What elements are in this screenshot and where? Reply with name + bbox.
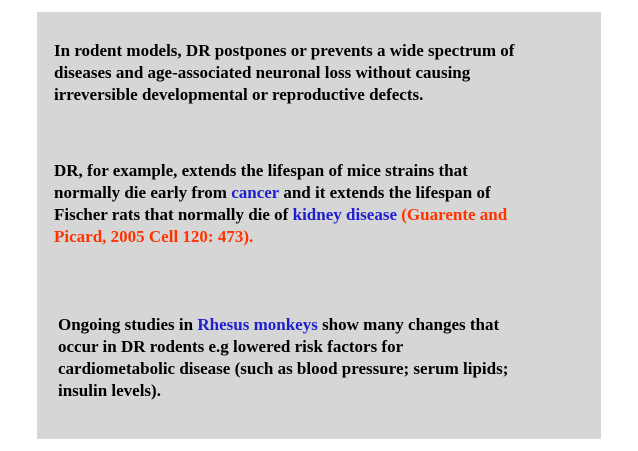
para2-line2-after: and it extends the lifespan of	[279, 183, 491, 202]
paragraph-rhesus-studies	[58, 314, 508, 402]
para3-line3: cardiometabolic disease (such as blood pressure; serum lipids;	[58, 359, 509, 378]
para3-line1	[58, 314, 508, 336]
paragraph-rodent-models	[54, 40, 514, 106]
para2-line1: DR, for example, extends the lifespan of mice strains that	[54, 161, 468, 180]
para2-line2-before: normally die early from	[54, 183, 232, 202]
para3-line1-before: Ongoing studies in	[58, 315, 198, 334]
para1-line1: In rodent models, DR postpones or prevents a wide spectrum of	[54, 41, 515, 60]
para2-line3-before: Fischer rats that normally die of	[54, 205, 293, 224]
para3-line2: occur in DR rodents e.g lowered risk factors for	[58, 337, 404, 356]
para2-line2	[54, 182, 507, 204]
para1-line3: irreversible developmental or reproductive defects.	[54, 85, 424, 104]
citation-part2: Picard, 2005 Cell 120: 473).	[54, 227, 254, 246]
highlight-cancer: cancer	[231, 183, 280, 202]
citation-part1: (Guarente and	[397, 205, 508, 224]
para1-line2: diseases and age-associated neuronal loss without causing	[54, 63, 471, 82]
paragraph-lifespan	[54, 160, 507, 248]
highlight-kidney-disease: kidney disease	[292, 205, 397, 224]
para3-line1-after: show many changes that	[317, 315, 500, 334]
highlight-rhesus-monkeys: Rhesus monkeys	[197, 315, 318, 334]
para2-line3	[54, 204, 507, 226]
para3-line4: insulin levels).	[58, 381, 161, 400]
